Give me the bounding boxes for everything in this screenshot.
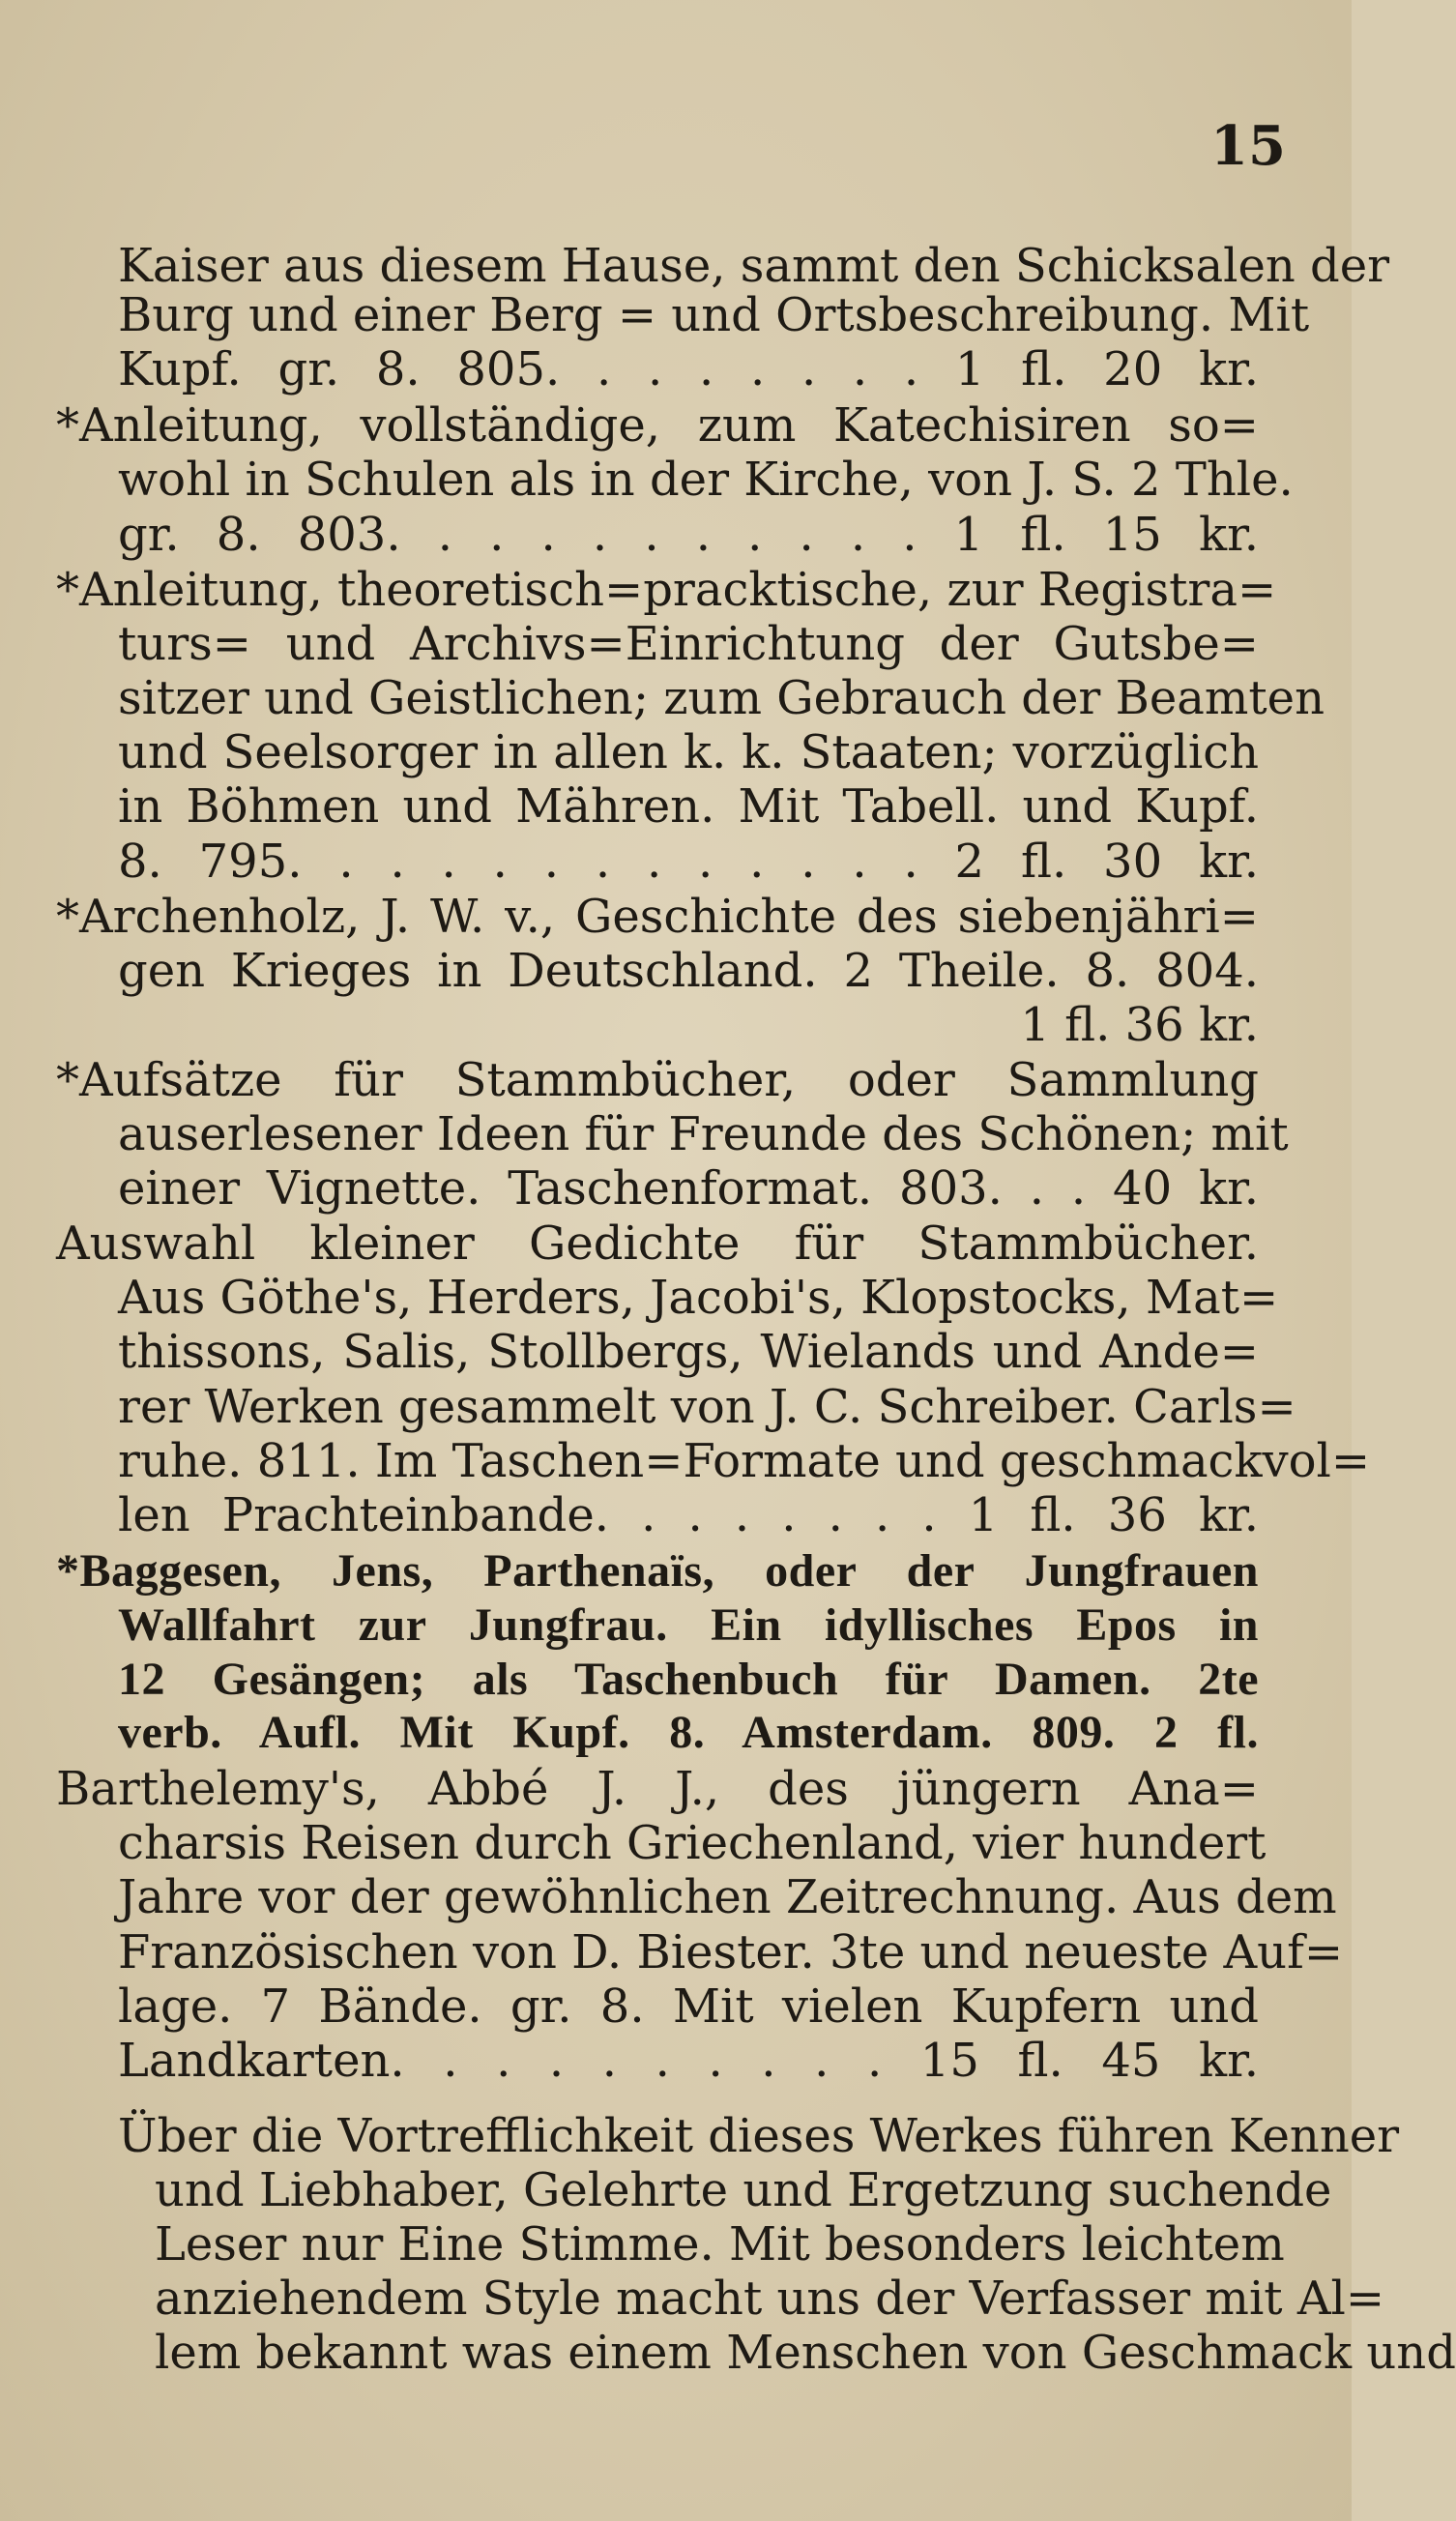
text-line: 8. 795. . . . . . . . . . . . . 2 fl. 30 kr. <box>118 835 1259 889</box>
text-line: einer Vignette. Taschenformat. 803. . . 40 kr. <box>118 1161 1259 1216</box>
text-line: Jahre vor der gewöhnlichen Zeitrechnung. Aus dem <box>118 1870 1337 1924</box>
text-line: und Seelsorger in allen k. k. Staaten; vorzüglich <box>118 725 1259 779</box>
text-line: lage. 7 Bände. gr. 8. Mit vielen Kupfern und <box>118 1979 1259 2034</box>
text-line: Auswahl kleiner Gedichte für Stammbücher. <box>56 1217 1259 1271</box>
text-line: gen Krieges in Deutschland. 2 Theile. 8. 804. <box>118 944 1259 998</box>
text-line: Kupf. gr. 8. 805. . . . . . . . 1 fl. 20 kr. <box>118 342 1259 396</box>
text-line: Landkarten. . . . . . . . . . 15 fl. 45 kr. <box>118 2034 1259 2088</box>
text-line: lem bekannt was einem Menschen von Geschmack und <box>155 2326 1456 2380</box>
text-line: anziehendem Style macht uns der Verfasser mit Al= <box>155 2272 1385 2326</box>
text-line: ruhe. 811. Im Taschen=Formate und geschmackvol= <box>118 1434 1371 1488</box>
text-line: *Anleitung, vollständige, zum Katechisiren so= <box>56 398 1259 453</box>
text-line: Wallfahrt zur Jungfrau. Ein idyllisches Epos in <box>118 1599 1259 1651</box>
text-line: wohl in Schulen als in der Kirche, von J. S. 2 Thle. <box>118 453 1294 507</box>
text-line: Burg und einer Berg = und Ortsbeschreibung. Mit <box>118 288 1310 342</box>
text-line: turs= und Archivs=Einrichtung der Gutsbe= <box>118 617 1259 671</box>
text-line: len Prachteinbande. . . . . . . . 1 fl. 36 kr. <box>118 1488 1259 1542</box>
text-line: *Baggesen, Jens, Parthenaïs, oder der Jungfrauen <box>56 1545 1259 1597</box>
text-line: gr. 8. 803. . . . . . . . . . . 1 fl. 15 kr. <box>118 508 1259 562</box>
text-line: verb. Aufl. Mit Kupf. 8. Amsterdam. 809. 2 fl. <box>118 1707 1259 1758</box>
text-line: *Anleitung, theoretisch=pracktische, zur Registra= <box>56 563 1277 617</box>
text-line: thissons, Salis, Stollbergs, Wielands und Ande= <box>118 1325 1259 1379</box>
text-line: *Archenholz, J. W. v., Geschichte des siebenjähri= <box>56 890 1259 944</box>
text-line: 1 fl. 36 kr. <box>1020 998 1259 1052</box>
text-line: 12 Gesängen; als Taschenbuch für Damen. 2te <box>118 1654 1259 1705</box>
text-line: sitzer und Geistlichen; zum Gebrauch der Beamten <box>118 671 1325 725</box>
text-line: Kaiser aus diesem Hause, sammt den Schicksalen der <box>118 239 1390 293</box>
text-line: Aus Göthe's, Herders, Jacobi's, Klopstocks, Mat= <box>118 1271 1279 1325</box>
text-line: Über die Vortrefflichkeit dieses Werkes führen Kenner <box>118 2109 1400 2163</box>
text-line: Französischen von D. Biester. 3te und neueste Auf= <box>118 1925 1344 1979</box>
text-line: in Böhmen und Mähren. Mit Tabell. und Kupf. <box>118 779 1259 834</box>
text-line: *Aufsätze für Stammbücher, oder Sammlung <box>56 1053 1259 1107</box>
page-number: 15 <box>1210 114 1286 178</box>
text-line: Leser nur Eine Stimme. Mit besonders leichtem <box>155 2217 1285 2272</box>
text-line: Barthelemy's, Abbé J. J., des jüngern Ana= <box>56 1762 1259 1816</box>
text-line: und Liebhaber, Gelehrte und Ergetzung suchende <box>155 2163 1332 2217</box>
text-line: charsis Reisen durch Griechenland, vier hundert <box>118 1816 1267 1870</box>
text-line: rer Werken gesammelt von J. C. Schreiber. Carls= <box>118 1380 1296 1434</box>
text-line: auserlesener Ideen für Freunde des Schönen; mit <box>118 1107 1289 1161</box>
